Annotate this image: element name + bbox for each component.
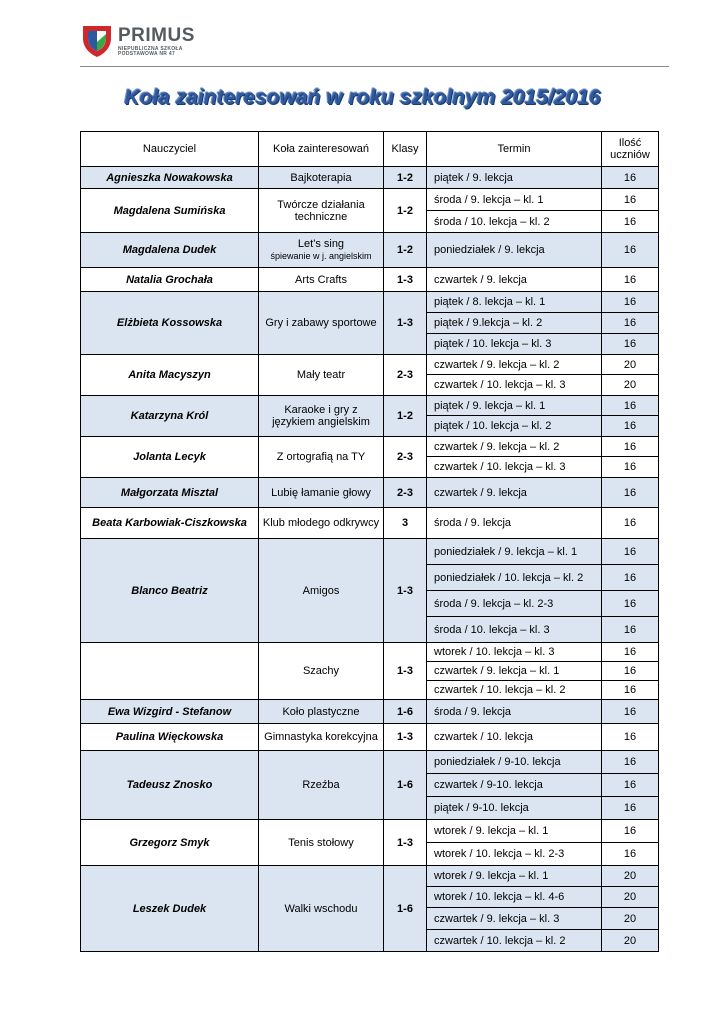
klasy-cell: 1-2: [384, 233, 427, 268]
termin-cell: czwartek / 10. lekcja – kl. 3: [427, 375, 602, 396]
uczniow-cell: 16: [602, 292, 659, 313]
termin-cell: piątek / 9. lekcja – kl. 1: [427, 396, 602, 416]
teacher-cell: Magdalena Sumińska: [81, 189, 259, 233]
table-row: [81, 233, 659, 268]
logo-name: PRIMUS: [118, 25, 195, 46]
uczniow-cell: 16: [602, 396, 659, 416]
club-name: Twórcze działania techniczne: [277, 198, 365, 223]
club-cell: [259, 866, 384, 952]
termin-cell: piątek / 8. lekcja – kl. 1: [427, 292, 602, 313]
termin-cell: czwartek / 10. lekcja: [427, 724, 602, 751]
teacher-cell: Małgorzata Misztal: [81, 478, 259, 508]
club-name: Gimnastyka korekcyjna: [264, 731, 378, 743]
uczniow-cell: 16: [602, 820, 659, 843]
table-row: [81, 643, 659, 662]
termin-cell: piątek / 9-10. lekcja: [427, 797, 602, 820]
termin-cell: piątek / 9. lekcja: [427, 167, 602, 189]
termin-cell: wtorek / 10. lekcja – kl. 2-3: [427, 843, 602, 866]
page-title: Koła zainteresowań w roku szkolnym 2015/2016: [124, 86, 601, 109]
uczniow-cell: 16: [602, 478, 659, 508]
table-row: [81, 751, 659, 774]
table-header-row: [81, 132, 659, 167]
club-name: Szachy: [302, 665, 340, 677]
klasy-cell: 1-6: [384, 866, 427, 952]
uczniow-cell: 16: [602, 774, 659, 797]
klasy-cell: 1-2: [384, 167, 427, 189]
club-cell: [259, 751, 384, 820]
teacher-cell: Elżbieta Kossowska: [81, 292, 259, 355]
teacher-cell: Jolanta Lecyk: [81, 437, 259, 478]
club-name: Walki wschodu: [284, 902, 358, 915]
table-row: [81, 866, 659, 887]
club-name: Let's sing: [297, 238, 345, 250]
klasy-cell: 1-3: [384, 292, 427, 355]
termin-cell: środa / 9. lekcja: [427, 700, 602, 724]
uczniow-cell: 16: [602, 681, 659, 700]
termin-cell: poniedziałek / 9. lekcja – kl. 1: [427, 539, 602, 565]
table-row: [81, 539, 659, 565]
uczniow-cell: 16: [602, 797, 659, 820]
table-row: [81, 189, 659, 211]
teacher-cell: Tadeusz Znosko: [81, 751, 259, 820]
club-name: Z ortografią na TY: [276, 451, 366, 463]
shield-icon: [80, 22, 114, 58]
club-cell: [259, 437, 384, 478]
header-club: Koła zainteresowań: [259, 132, 384, 167]
uczniow-cell: 16: [602, 233, 659, 268]
teacher-cell: Katarzyna Król: [81, 396, 259, 437]
termin-cell: środa / 9. lekcja – kl. 2-3: [427, 591, 602, 617]
logo-subtitle-line2: PODSTAWOWA NR 47: [118, 51, 176, 57]
termin-cell: piątek / 9.lekcja – kl. 2: [427, 313, 602, 334]
termin-cell: czwartek / 10. lekcja – kl. 3: [427, 457, 602, 478]
klasy-cell: 1-3: [384, 268, 427, 292]
uczniow-cell: 16: [602, 724, 659, 751]
uczniow-cell: 16: [602, 313, 659, 334]
club-cell: [259, 189, 384, 233]
termin-cell: poniedziałek / 10. lekcja – kl. 2: [427, 565, 602, 591]
uczniow-cell: 16: [602, 268, 659, 292]
table-row: [81, 508, 659, 539]
teacher-cell: Ewa Wizgird - Stefanow: [81, 700, 259, 724]
table-row: [81, 292, 659, 313]
uczniow-cell: 20: [602, 930, 659, 952]
uczniow-cell: 20: [602, 355, 659, 375]
termin-cell: czwartek / 9. lekcja: [427, 268, 602, 292]
club-name: Tenis stołowy: [288, 836, 354, 849]
klasy-cell: 3: [384, 508, 427, 539]
club-name: Gry i zabawy sportowe: [265, 317, 377, 329]
uczniow-cell: 16: [602, 662, 659, 681]
termin-cell: poniedziałek / 9-10. lekcja: [427, 751, 602, 774]
klasy-cell: 1-2: [384, 189, 427, 233]
teacher-cell: Natalia Grochała: [81, 268, 259, 292]
club-name: Karaoke i gry z językiem angielskim: [272, 404, 370, 428]
school-logo: [80, 22, 220, 60]
termin-cell: wtorek / 9. lekcja – kl. 1: [427, 866, 602, 887]
club-cell: [259, 355, 384, 396]
table-row: [81, 396, 659, 416]
termin-cell: czwartek / 10. lekcja – kl. 2: [427, 681, 602, 700]
termin-cell: czwartek / 9. lekcja – kl. 1: [427, 662, 602, 681]
uczniow-cell: 16: [602, 167, 659, 189]
header-teacher: Nauczyciel: [81, 132, 259, 167]
teacher-cell: Paulina Więckowska: [81, 724, 259, 751]
club-name: Lubię łamanie głowy: [271, 486, 371, 499]
uczniow-cell: 16: [602, 751, 659, 774]
termin-cell: wtorek / 9. lekcja – kl. 1: [427, 820, 602, 843]
club-name: Mały teatr: [296, 369, 346, 381]
teacher-cell: Blanco Beatriz: [81, 539, 259, 643]
table-row: [81, 724, 659, 751]
club-cell: [259, 539, 384, 643]
teacher-cell: [81, 643, 259, 700]
termin-cell: czwartek / 9. lekcja: [427, 478, 602, 508]
header-termin: Termin: [427, 132, 602, 167]
termin-cell: czwartek / 9-10. lekcja: [427, 774, 602, 797]
klasy-cell: 2-3: [384, 478, 427, 508]
club-cell: [259, 233, 384, 268]
klasy-cell: 1-3: [384, 539, 427, 643]
uczniow-cell: 16: [602, 211, 659, 233]
uczniow-cell: 16: [602, 334, 659, 355]
club-name: Koło plastyczne: [282, 705, 360, 718]
termin-cell: środa / 10. lekcja – kl. 3: [427, 617, 602, 643]
table-row: [81, 167, 659, 189]
uczniow-cell: 16: [602, 565, 659, 591]
termin-cell: środa / 9. lekcja: [427, 508, 602, 539]
club-cell: [259, 268, 384, 292]
termin-cell: czwartek / 9. lekcja – kl. 2: [427, 355, 602, 375]
table-row: [81, 355, 659, 375]
uczniow-cell: 20: [602, 866, 659, 887]
table-row: [81, 700, 659, 724]
club-cell: [259, 724, 384, 751]
uczniow-cell: 20: [602, 908, 659, 930]
termin-cell: środa / 10. lekcja – kl. 2: [427, 211, 602, 233]
klasy-cell: 2-3: [384, 437, 427, 478]
teacher-cell: Beata Karbowiak-Ciszkowska: [81, 508, 259, 539]
uczniow-cell: 16: [602, 189, 659, 211]
uczniow-cell: 16: [602, 643, 659, 662]
teacher-cell: Grzegorz Smyk: [81, 820, 259, 866]
teacher-cell: Magdalena Dudek: [81, 233, 259, 268]
termin-cell: piątek / 10. lekcja – kl. 3: [427, 334, 602, 355]
uczniow-cell: 16: [602, 539, 659, 565]
klasy-cell: 2-3: [384, 355, 427, 396]
uczniow-cell: 16: [602, 617, 659, 643]
uczniow-cell: 16: [602, 843, 659, 866]
termin-cell: czwartek / 9. lekcja – kl. 3: [427, 908, 602, 930]
table-row: [81, 820, 659, 843]
club-name: Rzeźba: [302, 779, 340, 791]
uczniow-cell: 16: [602, 591, 659, 617]
club-name: Klub młodego odkrywcy: [262, 517, 380, 529]
klasy-cell: 1-2: [384, 396, 427, 437]
uczniow-cell: 16: [602, 416, 659, 437]
club-cell: [259, 820, 384, 866]
club-name: Amigos: [302, 584, 340, 597]
klasy-cell: 1-3: [384, 724, 427, 751]
club-name: Arts Crafts: [295, 273, 347, 286]
club-cell: [259, 292, 384, 355]
teacher-cell: Leszek Dudek: [81, 866, 259, 952]
header-ilosc: [602, 132, 659, 167]
termin-cell: czwartek / 10. lekcja – kl. 2: [427, 930, 602, 952]
logo-subtitle-line1: NIEPUBLICZNA SZKOŁA: [118, 46, 183, 52]
termin-cell: poniedziałek / 9. lekcja: [427, 233, 602, 268]
club-cell: [259, 508, 384, 539]
club-cell: [259, 396, 384, 437]
header-ilosc-line1: Ilość: [618, 137, 642, 149]
klasy-cell: 1-3: [384, 820, 427, 866]
termin-cell: wtorek / 10. lekcja – kl. 4-6: [427, 887, 602, 908]
uczniow-cell: 20: [602, 375, 659, 396]
club-subtitle: śpiewanie w j. angielskim: [270, 251, 372, 261]
table-row: [81, 478, 659, 508]
uczniow-cell: 16: [602, 457, 659, 478]
termin-cell: czwartek / 9. lekcja – kl. 2: [427, 437, 602, 457]
header-ilosc-line2: uczniów: [610, 149, 650, 161]
club-cell: [259, 478, 384, 508]
club-cell: [259, 700, 384, 724]
termin-cell: środa / 9. lekcja – kl. 1: [427, 189, 602, 211]
uczniow-cell: 16: [602, 508, 659, 539]
uczniow-cell: 16: [602, 437, 659, 457]
club-name: Bajkoterapia: [290, 171, 352, 184]
termin-cell: piątek / 10. lekcja – kl. 2: [427, 416, 602, 437]
club-cell: [259, 167, 384, 189]
uczniow-cell: 20: [602, 887, 659, 908]
klasy-cell: 1-6: [384, 751, 427, 820]
table-row: [81, 437, 659, 457]
teacher-cell: Agnieszka Nowakowska: [81, 167, 259, 189]
klasy-cell: 1-6: [384, 700, 427, 724]
header-klasy: Klasy: [384, 132, 427, 167]
uczniow-cell: 16: [602, 700, 659, 724]
klasy-cell: 1-3: [384, 643, 427, 700]
clubs-table: [80, 131, 659, 952]
header-divider: [80, 66, 669, 67]
club-cell: [259, 643, 384, 700]
table-row: [81, 268, 659, 292]
termin-cell: wtorek / 10. lekcja – kl. 3: [427, 643, 602, 662]
teacher-cell: Anita Macyszyn: [81, 355, 259, 396]
